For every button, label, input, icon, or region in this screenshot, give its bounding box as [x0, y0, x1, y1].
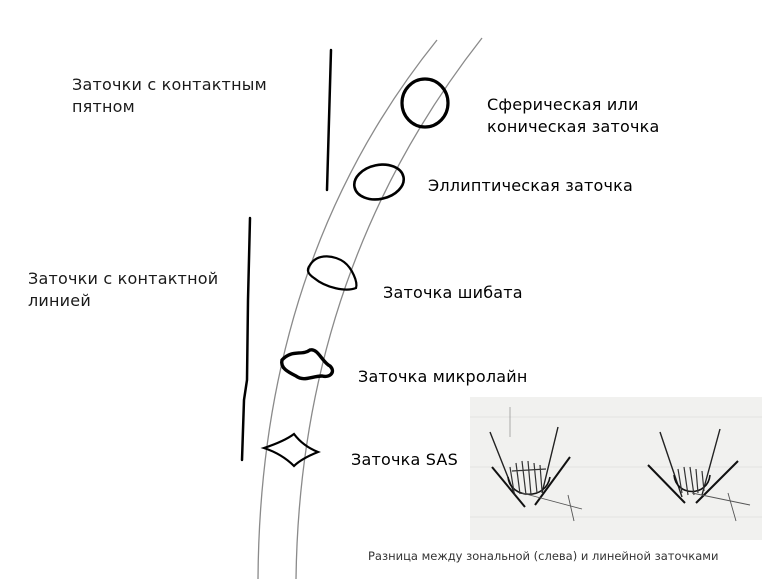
- inset-drawing: [470, 397, 762, 540]
- spot-group-label: Заточки с контактным пятном: [72, 75, 267, 116]
- spherical-label: Сферическая или коническая заточка: [487, 95, 660, 136]
- line-group-label: Заточки с контактной линией: [28, 269, 219, 310]
- zonal-groove: [490, 407, 582, 521]
- shibata-label: Заточка шибата: [383, 283, 523, 302]
- inset-comparison-sketch: [470, 397, 762, 540]
- shibata-profile: [308, 256, 356, 289]
- sas-profile: [264, 434, 318, 466]
- elliptical-label: Эллиптическая заточка: [428, 176, 634, 195]
- inset-caption: Разница между зональной (слева) и линейной заточками: [368, 549, 719, 563]
- spot-group-bracket: [327, 50, 331, 190]
- line-group-bracket: [242, 218, 250, 460]
- microline-label: Заточка микролайн: [358, 367, 528, 386]
- elliptical-profile: [351, 160, 407, 204]
- sas-label: Заточка SAS: [351, 450, 458, 469]
- linear-groove: [648, 429, 750, 521]
- groove-wall-right: [296, 38, 482, 579]
